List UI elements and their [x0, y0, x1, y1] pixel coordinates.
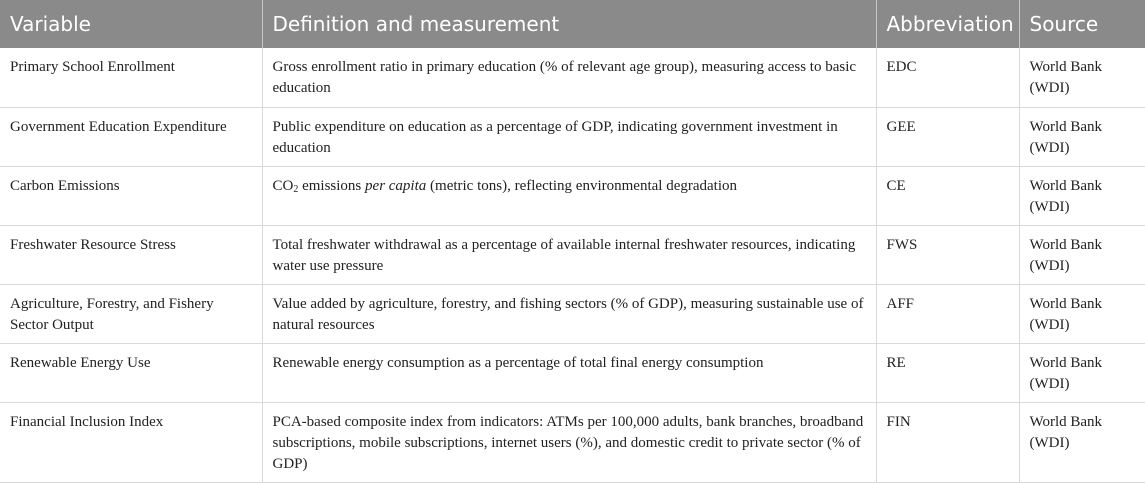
cell-abbreviation: GEE: [876, 107, 1019, 166]
table-row: [0, 107, 1145, 166]
cell-variable: Renewable Energy Use: [0, 343, 262, 402]
cell-variable: Government Education Expenditure: [0, 107, 262, 166]
cell-abbreviation: AFF: [876, 284, 1019, 343]
cell-source: World Bank (WDI): [1019, 107, 1145, 166]
cell-abbreviation: RE: [876, 343, 1019, 402]
cell-source: World Bank (WDI): [1019, 225, 1145, 284]
cell-source: World Bank (WDI): [1019, 48, 1145, 107]
cell-definition: PCA-based composite index from indicators: ATMs per 100,000 adults, bank branches, broadband subscriptions, mobile subscriptions, internet users (%), and domestic credit to private sector (% of GDP): [262, 402, 876, 482]
cell-abbreviation: FWS: [876, 225, 1019, 284]
cell-definition: Public expenditure on education as a percentage of GDP, indicating government investment in education: [262, 107, 876, 166]
cell-variable: Agriculture, Forestry, and Fishery Sector Output: [0, 284, 262, 343]
cell-variable: Freshwater Resource Stress: [0, 225, 262, 284]
header-row: [0, 0, 1145, 48]
co-text: CO: [272, 177, 294, 194]
cell-source: World Bank (WDI): [1019, 402, 1145, 482]
header-variable: Variable: [10, 12, 91, 36]
table-body: [0, 48, 1145, 482]
cell-source: World Bank (WDI): [1019, 343, 1145, 402]
table-header: [0, 0, 1145, 48]
cell-source: World Bank (WDI): [1019, 166, 1145, 225]
table-row: [0, 48, 1145, 107]
table-row: [0, 225, 1145, 284]
cell-variable: Financial Inclusion Index: [0, 402, 262, 482]
cell-definition: Value added by agriculture, forestry, and fishing sectors (% of GDP), measuring sustainable use of natural resources: [262, 284, 876, 343]
cell-variable: Primary School Enrollment: [0, 48, 262, 107]
subscript-two: 2: [293, 183, 299, 195]
cell-definition: Total freshwater withdrawal as a percentage of available internal freshwater resources, indicating water use pressure: [262, 225, 876, 284]
cell-source: World Bank (WDI): [1019, 284, 1145, 343]
table-row: [0, 343, 1145, 402]
table-row: [0, 284, 1145, 343]
cell-abbreviation: CE: [876, 166, 1019, 225]
cell-variable: Carbon Emissions: [0, 166, 262, 225]
header-abbreviation: Abbreviation: [876, 0, 1019, 48]
header-definition: Definition and measurement: [262, 0, 876, 48]
definition-mid: emissions: [298, 177, 366, 194]
cell-abbreviation: FIN: [876, 402, 1019, 482]
definition-rest: (metric tons), reflecting environmental degradation: [426, 177, 737, 194]
header-source: Source: [1019, 0, 1145, 48]
table-row: [0, 166, 1145, 225]
cell-definition: Gross enrollment ratio in primary education (% of relevant age group), measuring access to basic education: [262, 48, 876, 107]
cell-definition: [262, 166, 876, 225]
definition-italic: per capita: [365, 177, 427, 194]
cell-abbreviation: EDC: [876, 48, 1019, 107]
cell-definition: Renewable energy consumption as a percentage of total final energy consumption: [262, 343, 876, 402]
table-row: [0, 402, 1145, 482]
